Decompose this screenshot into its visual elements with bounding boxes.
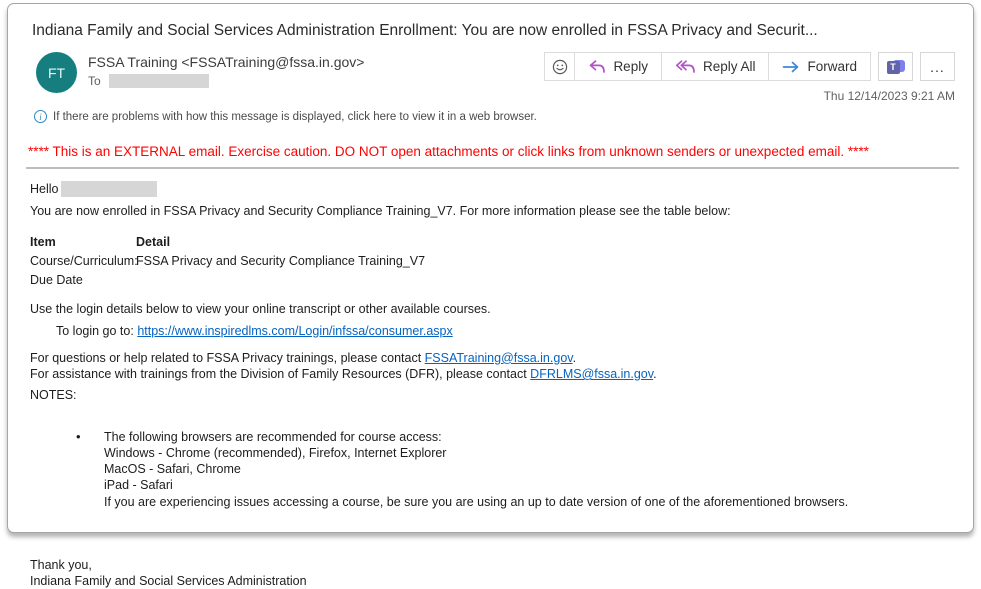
forward-label: Forward: [807, 59, 857, 74]
closing-text: Thank you,: [30, 557, 92, 572]
external-email-warning: **** This is an EXTERNAL email. Exercise caution. DO NOT open attachments or click links from unknown senders or unexpected email. ****: [28, 144, 869, 159]
browsers-title: The following browsers are recommended for course access:: [104, 429, 442, 444]
privacy-contact-post: .: [572, 350, 577, 365]
signature-text: Indiana Family and Social Services Administration: [30, 574, 307, 588]
browser-notes-bullet: [30, 429, 955, 510]
table-cell-duedate-value: [136, 272, 955, 288]
redacted-recipient: [109, 74, 209, 88]
email-subject: Indiana Family and Social Services Administration Enrollment: You are now enrolled in FSSA Privacy and Securit...: [32, 22, 818, 39]
enrollment-detail-table: [30, 234, 955, 289]
login-intro-text: Use the login details below to view your online transcript or other available courses.: [30, 302, 491, 317]
message-timestamp: Thu 12/14/2023 9:21 AM: [823, 89, 955, 103]
share-to-teams-button[interactable]: [878, 52, 913, 81]
browsers-windows: Windows - Chrome (recommended), Firefox, Internet Explorer: [104, 445, 447, 460]
emoji-reaction-button[interactable]: [544, 52, 575, 81]
reply-all-label: Reply All: [702, 59, 756, 74]
table-header-detail: Detail: [136, 234, 171, 249]
privacy-contact-pre: For questions or help related to FSSA Privacy trainings, please contact: [30, 350, 425, 365]
browsers-macos: MacOS - Safari, Chrome: [104, 462, 241, 476]
reply-arrow-icon: [588, 60, 606, 73]
more-actions-button[interactable]: [920, 52, 955, 81]
email-body: [30, 181, 955, 589]
sender-block: [88, 52, 364, 88]
table-header-item: Item: [30, 234, 56, 249]
table-cell-course-label: Course/Curriculum:: [30, 253, 138, 268]
forward-arrow-icon: [782, 61, 800, 73]
table-cell-duedate-label: Due Date: [30, 273, 83, 287]
emoji-icon: [552, 59, 568, 75]
to-label: To: [88, 74, 101, 88]
dfrlms-email-link[interactable]: DFRLMS@fssa.in.gov: [530, 367, 654, 381]
notes-heading: NOTES:: [30, 388, 77, 403]
dfr-contact-line: [30, 366, 955, 382]
warning-divider: [26, 167, 959, 169]
table-cell-course-value: FSSA Privacy and Security Compliance Training_V7: [136, 253, 426, 268]
bullet-icon: [76, 429, 90, 510]
recipient-line: [88, 74, 364, 88]
lms-login-link[interactable]: https://www.inspiredlms.com/Login/infssa/consumer.aspx: [137, 323, 453, 338]
info-bar-text[interactable]: If there are problems with how this message is displayed, click here to view it in a web browser.: [53, 110, 537, 123]
action-buttons-row: [544, 52, 955, 81]
sender-avatar[interactable]: FT: [36, 52, 77, 93]
sender-name-address[interactable]: FSSA Training <FSSATraining@fssa.in.gov>: [88, 54, 365, 70]
message-actions: [544, 52, 955, 103]
teams-icon: T: [887, 59, 905, 75]
email-header: [36, 52, 955, 103]
redacted-name: [61, 181, 157, 197]
login-line: [30, 323, 955, 339]
browsers-advice: If you are experiencing issues accessing a course, be sure you are using an up to date version of one of the aforementioned browsers.: [104, 494, 849, 509]
display-problems-info-bar[interactable]: [34, 110, 955, 123]
reply-all-button[interactable]: [661, 52, 770, 81]
enrollment-intro: You are now enrolled in FSSA Privacy and Security Compliance Training_V7. For more information please see the table below:: [30, 204, 731, 219]
browser-notes-text: [90, 429, 848, 510]
greeting-text: Hello: [30, 182, 59, 196]
reply-label: Reply: [613, 59, 648, 74]
reply-all-arrow-icon: [675, 60, 696, 73]
browsers-ipad: iPad - Safari: [104, 478, 173, 493]
signature-block: [30, 557, 955, 589]
info-icon: i: [34, 110, 47, 123]
reply-button[interactable]: [574, 52, 662, 81]
forward-button[interactable]: [768, 52, 871, 81]
greeting-line: [30, 181, 955, 197]
dfr-contact-pre: For assistance with trainings from the Division of Family Resources (DFR), please contact: [30, 367, 531, 381]
dfr-contact-post: .: [653, 367, 657, 381]
email-message-card: [7, 3, 974, 588]
ellipsis-icon: ...: [930, 58, 945, 75]
login-label: To login go to:: [56, 323, 138, 338]
fssa-training-email-link[interactable]: FSSATraining@fssa.in.gov: [424, 350, 573, 365]
privacy-contact-line: [30, 350, 955, 366]
